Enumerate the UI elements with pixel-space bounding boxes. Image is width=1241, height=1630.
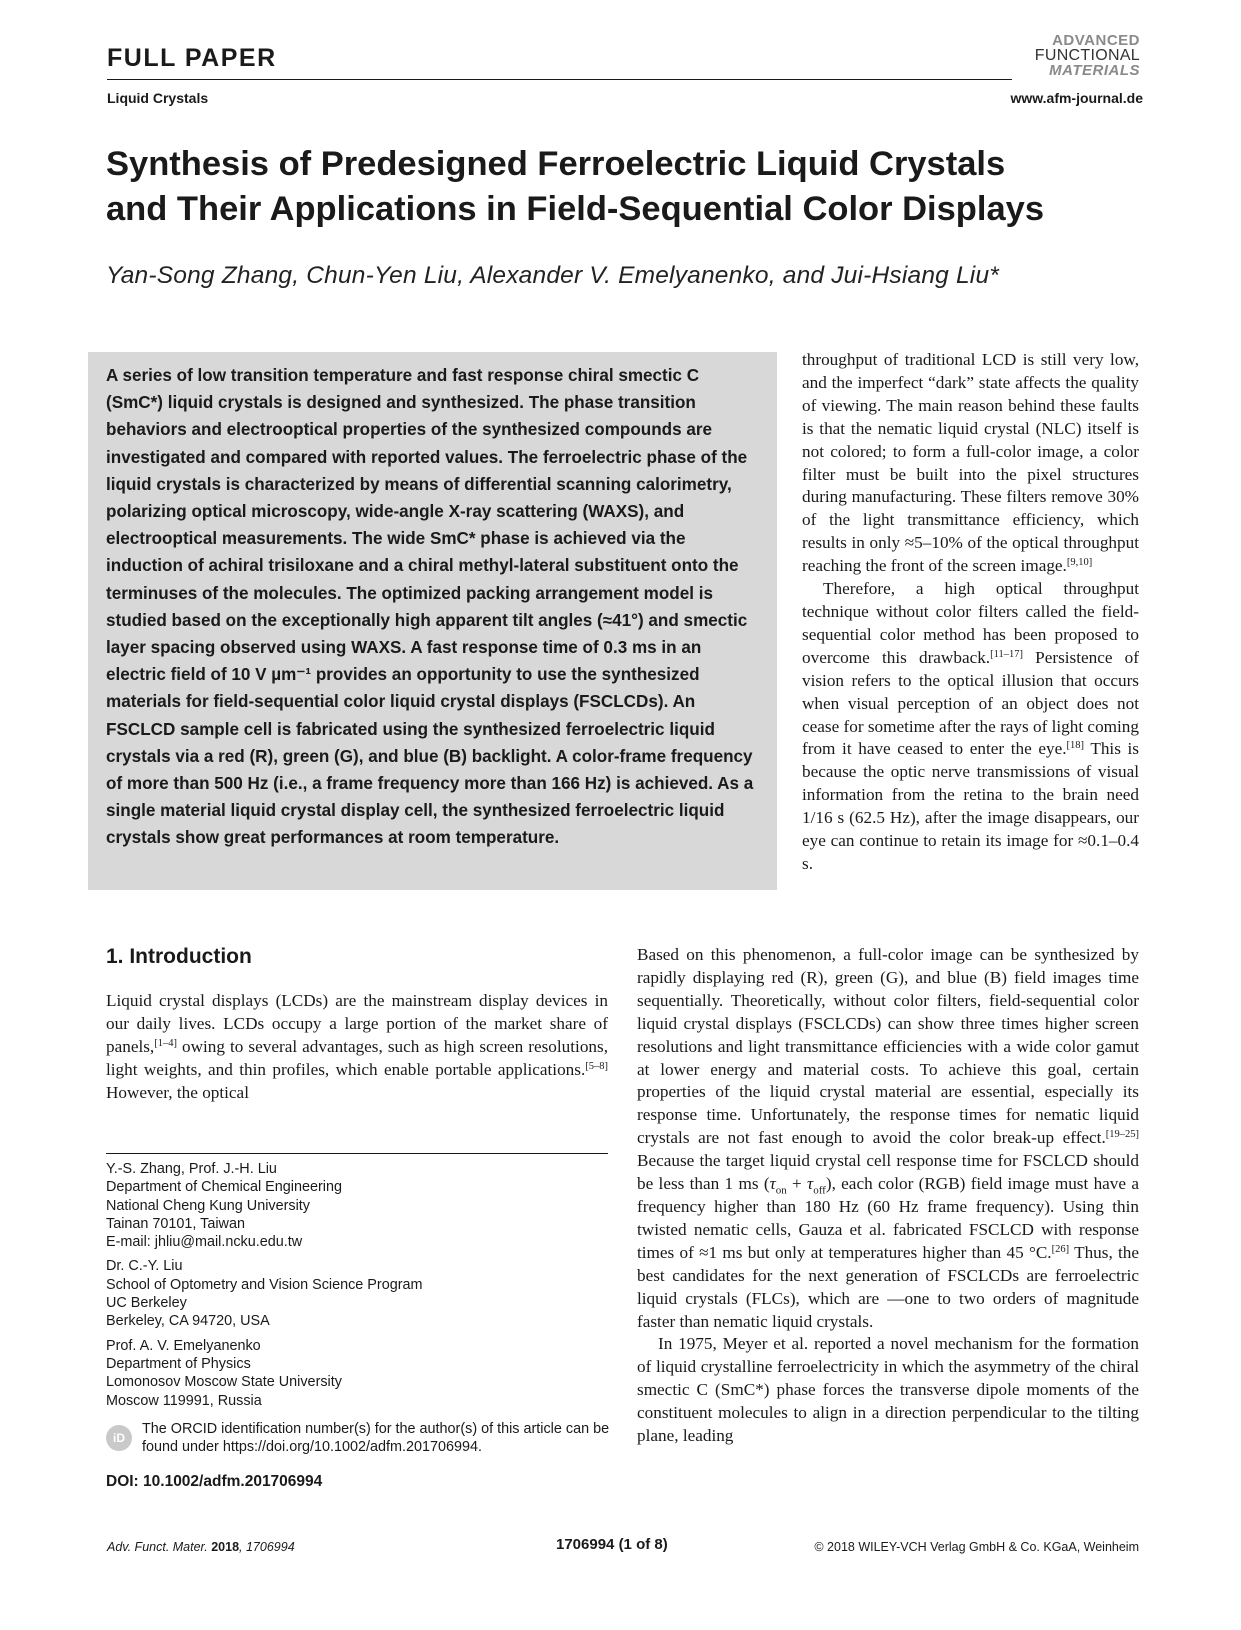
abstract-text: A series of low transition temperature and fast response chiral smectic C (SmC*) liquid crystals is designed and synthesized. The phase transition behaviors and electrooptical properties of the synthesized compounds are investigated and compared with reported values. The ferroelectric phase of the liquid crystals is characterized by means of differential scanning calorimetry, polarizing optical microscopy, wide-angle X-ray scattering (WAXS), and electrooptical measurements. The wide SmC* phase is achieved via the induction of achiral trisiloxane and a chiral methyl-lateral substituent onto the terminuses of the molecules. The optimized packing arrangement model is studied based on the exceptionally high apparent tilt angles (≈41°) and smectic layer spacing observed using WAXS. A fast response time of 0.3 ms in an electric field of 10 V µm⁻¹ provides an opportunity to use the synthesized materials for field-sequential color liquid crystal displays (FSCLCDs). An FSCLCD sample cell is fabricated using the synthesized ferroelectric liquid crystals via a red (R), green (G), and blue (B) backlight. A color-frame frequency of more than 500 Hz (i.e., a frame frequency more than 166 Hz) is achieved. As a single material liquid crystal display cell, the synthesized ferroelectric liquid crystals show great performances at room temperature.: [106, 366, 754, 848]
journal-logo: [1014, 33, 1140, 78]
header-rule: [107, 79, 1012, 80]
paragraph: Therefore, a high optical throughput technique without color filters called the field-sequential color method has been proposed to overcome this drawback.[11–17] Persistence of vision refers to the optical illusion that occurs when visual perception of an object does not cease for sometime after the rays of light coming from it have ceased to enter the eye.[18] This is because the optic nerve transmissions of visual information from the retina to the brain need 1/16 s (62.5 Hz), after the image disappears, our eye can continue to retain its image for ≈0.1–0.4 s.: [802, 579, 1139, 873]
orcid-text-link[interactable]: The ORCID identification number(s) for the author(s) of this article can be found under https://doi.org/10.1002/adfm.201706994.: [142, 1421, 610, 1456]
orcid-note: [106, 1420, 626, 1457]
left-column-text: [106, 990, 608, 1105]
right-column-bottom: [637, 944, 1139, 1448]
logo-line-2: FUNCTIONAL: [1034, 47, 1140, 64]
section-label: FULL PAPER: [107, 44, 277, 72]
footer-copyright: © 2018 WILEY-VCH Verlag GmbH & Co. KGaA, Weinheim: [814, 1540, 1139, 1554]
title-line-1: Synthesis of Predesigned Ferroelectric Liquid Crystals: [106, 145, 1006, 183]
paragraph: Based on this phenomenon, a full-color image can be synthesized by rapidly displaying red (R), green (G), and blue (B) field images time sequentially. Theoretically, without color filters, field-sequential color liquid crystal displays (FSCLCDs) can show three times higher screen resolutions and light transmittance efficiencies with a wide color gamut at lower energy and material costs. To achieve this goal, certain properties of the liquid crystal material are essential, especially its response time. Unfortunately, the response times for nematic liquid crystals are not fast enough to avoid the color break-up effect.[19–25] Because the target liquid crystal cell response time for FSCLCD should be less than 1 ms $(\tau_{on} + \tau_{off})$, each color (RGB) field image must have a frequency higher than 180 Hz (60 Hz frame frequency). Using thin twisted nematic cells, Gauza et al. fabricated FSCLCD with response times of ≈1 ms but only at temperatures higher than 45 °C.[26] Thus, the best candidates for the next generation of FSCLCDs are ferroelectric liquid crystals (FLCs), which are —one to two orders of magnitude faster than nematic liquid crystals.: [637, 945, 1140, 1331]
paper-title: [106, 142, 1136, 232]
subject-category: Liquid Crystals: [107, 90, 209, 106]
title-line-2: and Their Applications in Field-Sequential Color Displays: [106, 190, 1045, 228]
citation-link[interactable]: [5–8]: [585, 1060, 608, 1072]
paragraph: In 1975, Meyer et al. reported a novel mechanism for the formation of liquid crystalline ferroelectricity in which the asymmetry of the chiral smectic C (SmC*) phase forces the transverse dipole moments of the constituent molecules to align in a direction perpendicular to the tilting plane, leading: [637, 1334, 1139, 1446]
affiliation-rule: [106, 1153, 608, 1154]
doi-link[interactable]: DOI: 10.1002/adfm.201706994: [106, 1473, 323, 1490]
page-number: 1706994 (1 of 8): [556, 1536, 668, 1553]
citation-link[interactable]: [18]: [1066, 740, 1085, 752]
author-list: Yan-Song Zhang, Chun-Yen Liu, Alexander V. Emelyanenko, and Jui-Hsiang Liu*: [106, 262, 1000, 289]
footer-citation: Adv. Funct. Mater. 2018, 1706994: [107, 1540, 295, 1554]
journal-url-link[interactable]: www.afm-journal.de: [1010, 90, 1143, 106]
citation-link[interactable]: [11–17]: [990, 648, 1023, 660]
right-column-top: [802, 349, 1139, 876]
orcid-icon: iD: [106, 1425, 132, 1451]
affiliation-group: Prof. A. V. Emelyanenko Department of Physics Lomonosov Moscow State University Moscow 119991, Russia: [106, 1337, 342, 1409]
citation-link[interactable]: [19–25]: [1105, 1129, 1139, 1141]
email-link[interactable]: E-mail: jhliu@mail.ncku.edu.tw: [106, 1234, 303, 1251]
affiliation-group: Y.-S. Zhang, Prof. J.-H. Liu Department of Chemical Engineering National Cheng Kung University Tainan 70101, Taiwan E-mail: jhliu@mail.ncku.edu.tw: [106, 1160, 626, 1251]
paragraph: Liquid crystal displays (LCDs) are the mainstream display devices in our daily lives. LCDs occupy a large portion of the market share of panels,[1–4] owing to several advantages, such as high screen resolutions, light weights, and thin profiles, which enable portable applications.[5–8] However, the optical: [106, 991, 608, 1102]
affiliations: [106, 1160, 626, 1416]
paragraph: throughput of traditional LCD is still very low, and the imperfect “dark” state affects the quality of viewing. The main reason behind these faults is that the nematic liquid crystal (NLC) itself is not colored; to form a full-color image, a color filter must be built into the pixel structures during manufacturing. These filters remove 30% of the light transmittance efficiency, which results in only ≈5–10% of the optical throughput reaching the front of the screen image.[9,10]: [802, 350, 1139, 576]
logo-line-1: ADVANCED: [1052, 32, 1140, 49]
section-heading-introduction: 1. Introduction: [106, 945, 252, 968]
logo-line-3: MATERIALS: [1049, 62, 1140, 79]
affiliation-group: Dr. C.-Y. Liu School of Optometry and Vision Science Program UC Berkeley Berkeley, CA 94720, USA: [106, 1258, 423, 1330]
citation-link[interactable]: [1–4]: [154, 1037, 177, 1049]
citation-link[interactable]: [9,10]: [1066, 557, 1093, 569]
citation-link[interactable]: [26]: [1051, 1243, 1070, 1255]
